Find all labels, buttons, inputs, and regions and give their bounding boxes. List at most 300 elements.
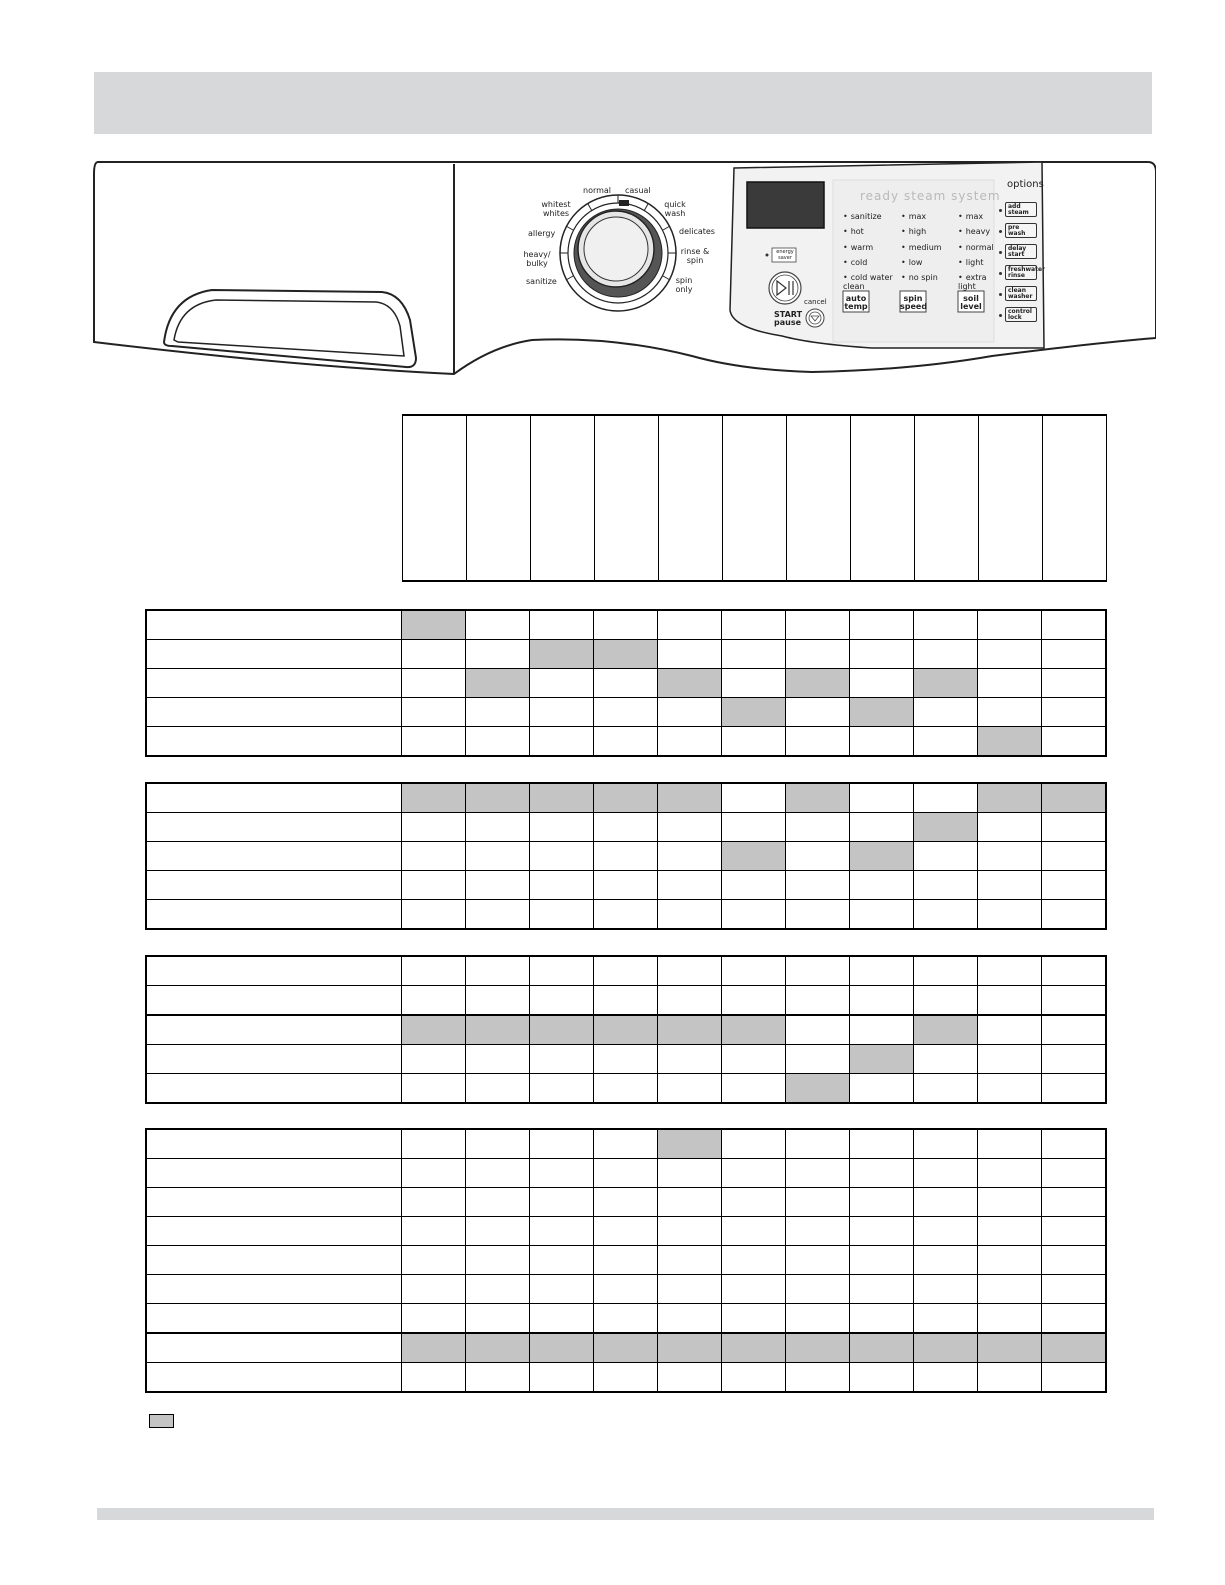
- row-label-cell: [147, 669, 402, 698]
- chart-cell-shaded: [850, 1045, 914, 1074]
- row-label-cell: [147, 900, 402, 929]
- chart-cell: [786, 640, 850, 669]
- row-label-cell: [147, 1188, 402, 1217]
- chart-cell: [786, 1275, 850, 1304]
- control-lock-button[interactable]: control lock: [1005, 307, 1037, 322]
- column-header-6: [723, 415, 787, 581]
- digital-display-screen: [747, 182, 824, 228]
- chart-cell: [722, 1045, 786, 1074]
- start-label: START: [774, 310, 803, 319]
- chart-cell: [658, 842, 722, 871]
- chart-cell: [850, 871, 914, 900]
- chart-cell: [850, 1159, 914, 1188]
- pre-wash-button[interactable]: pre wash: [1005, 223, 1037, 238]
- chart-cell: [402, 1130, 466, 1159]
- chart-cell: [786, 986, 850, 1016]
- chart-row: [147, 640, 1106, 669]
- chart-cell-shaded: [594, 1015, 658, 1045]
- chart-cell: [530, 813, 594, 842]
- chart-cell: [1042, 1363, 1106, 1392]
- chart-cell: [914, 957, 978, 986]
- chart-cell: [594, 698, 658, 727]
- chart-cell: [466, 698, 530, 727]
- chart-cell: [594, 611, 658, 640]
- chart-cell: [594, 957, 658, 986]
- chart-cell-shaded: [914, 813, 978, 842]
- chart-cell: [594, 669, 658, 698]
- chart-cell: [722, 1130, 786, 1159]
- chart-row: [147, 842, 1106, 871]
- row-label-cell: [147, 871, 402, 900]
- chart-cell-shaded: [466, 669, 530, 698]
- chart-cell: [594, 727, 658, 756]
- chart-cell: [466, 1188, 530, 1217]
- chart-cell: [594, 842, 658, 871]
- chart-cell: [530, 1363, 594, 1392]
- add-steam-button[interactable]: add steam: [1005, 202, 1037, 217]
- soil-option-max: • max: [958, 212, 983, 221]
- chart-row: [147, 1304, 1106, 1334]
- cycle-label-normal: normal: [583, 186, 612, 195]
- chart-cell: [1042, 1015, 1106, 1045]
- chart-row: [147, 1217, 1106, 1246]
- chart-cell: [466, 871, 530, 900]
- chart-cell-shaded: [658, 784, 722, 813]
- cycle-label-allergy: allergy: [528, 229, 556, 238]
- chart-cell: [722, 1159, 786, 1188]
- cancel-button[interactable]: [806, 309, 824, 327]
- options-title: options: [1007, 179, 1044, 190]
- chart-cell: [658, 640, 722, 669]
- chart-cell-shaded: [786, 1074, 850, 1103]
- washer-control-panel: [92, 160, 1156, 382]
- chart-cell: [1042, 669, 1106, 698]
- chart-cell: [658, 871, 722, 900]
- chart-cell: [786, 1130, 850, 1159]
- chart-cell: [978, 900, 1042, 929]
- chart-cell: [786, 1304, 850, 1334]
- steam-system-title: ready steam system: [860, 189, 1001, 203]
- chart-row: [147, 1188, 1106, 1217]
- chart-cell: [466, 1246, 530, 1275]
- column-header-3: [531, 415, 595, 581]
- chart-cell: [978, 842, 1042, 871]
- clean-washer-button[interactable]: clean washer: [1005, 286, 1037, 301]
- chart-group-2: [146, 783, 1106, 929]
- row-label-cell: [147, 957, 402, 986]
- freshwater-rinse-button[interactable]: freshwater rinse: [1005, 265, 1037, 280]
- row-label-cell: [147, 784, 402, 813]
- chart-cell: [1042, 1275, 1106, 1304]
- chart-cell: [1042, 986, 1106, 1016]
- chart-cell: [530, 1304, 594, 1334]
- chart-cell: [658, 1074, 722, 1103]
- chart-cell: [914, 1275, 978, 1304]
- chart-cell: [1042, 1217, 1106, 1246]
- chart-cell: [850, 1074, 914, 1103]
- column-header-11: [1043, 415, 1107, 581]
- row-label-cell: [147, 640, 402, 669]
- chart-cell-shaded: [786, 669, 850, 698]
- row-label-cell: [147, 727, 402, 756]
- chart-cell: [850, 1130, 914, 1159]
- chart-cell: [530, 957, 594, 986]
- chart-cell-shaded: [402, 1015, 466, 1045]
- chart-cell: [978, 1275, 1042, 1304]
- soil-option-light: • light: [958, 258, 983, 267]
- cycle-label-sanitize: sanitize: [526, 277, 557, 286]
- chart-row: [147, 669, 1106, 698]
- chart-cell: [466, 1363, 530, 1392]
- chart-row: [147, 1363, 1106, 1392]
- chart-cell: [658, 957, 722, 986]
- chart-cell: [850, 1188, 914, 1217]
- chart-cell-shaded: [658, 1130, 722, 1159]
- chart-cell: [1042, 871, 1106, 900]
- chart-cell: [402, 1074, 466, 1103]
- chart-cell: [1042, 1130, 1106, 1159]
- chart-row: [147, 900, 1106, 929]
- delay-start-button[interactable]: delay start: [1005, 244, 1037, 259]
- chart-cell: [402, 1188, 466, 1217]
- footer-band: [97, 1508, 1154, 1520]
- chart-cell: [722, 1188, 786, 1217]
- energy-saver-label: energy saver: [776, 249, 794, 261]
- row-label-cell: [147, 1159, 402, 1188]
- chart-cell-shaded: [722, 698, 786, 727]
- chart-cell: [722, 1275, 786, 1304]
- chart-cell: [722, 1304, 786, 1334]
- chart-cell: [530, 1217, 594, 1246]
- chart-cell: [978, 611, 1042, 640]
- temp-option-hot: • hot: [843, 227, 864, 236]
- chart-cell: [914, 727, 978, 756]
- chart-cell: [658, 1188, 722, 1217]
- chart-cell: [658, 900, 722, 929]
- chart-cell: [786, 698, 850, 727]
- chart-row: [147, 957, 1106, 986]
- chart-cell: [402, 900, 466, 929]
- temp-option-sanitize: • sanitize: [843, 212, 882, 221]
- chart-cell: [914, 611, 978, 640]
- chart-cell: [722, 1074, 786, 1103]
- chart-cell: [978, 1188, 1042, 1217]
- chart-cell: [594, 1074, 658, 1103]
- chart-cell: [594, 986, 658, 1016]
- chart-cell-shaded: [978, 727, 1042, 756]
- chart-cell-shaded: [722, 1015, 786, 1045]
- chart-row: [147, 727, 1106, 756]
- chart-cell: [978, 669, 1042, 698]
- chart-cell: [786, 900, 850, 929]
- cycle-label-delicates: delicates: [679, 227, 715, 236]
- row-label-cell: [147, 1217, 402, 1246]
- chart-cell: [658, 813, 722, 842]
- chart-cell: [402, 669, 466, 698]
- chart-cell: [786, 842, 850, 871]
- chart-cell: [402, 871, 466, 900]
- chart-cell-shaded: [914, 669, 978, 698]
- column-header-2: [467, 415, 531, 581]
- chart-cell: [722, 1217, 786, 1246]
- row-label-cell: [147, 1246, 402, 1275]
- row-label-cell: [147, 698, 402, 727]
- chart-row: [147, 611, 1106, 640]
- chart-cell: [658, 698, 722, 727]
- spin-speed-label: spin speed: [900, 294, 928, 311]
- chart-cell: [1042, 1246, 1106, 1275]
- chart-cell-shaded: [722, 1333, 786, 1363]
- chart-cell: [722, 871, 786, 900]
- chart-cell: [914, 1304, 978, 1334]
- chart-group-4: [146, 1129, 1106, 1392]
- soil-option-heavy: • heavy: [958, 227, 990, 236]
- chart-cell: [594, 1130, 658, 1159]
- chart-cell: [594, 871, 658, 900]
- chart-cell: [978, 813, 1042, 842]
- chart-cell: [914, 1217, 978, 1246]
- chart-row: [147, 1159, 1106, 1188]
- chart-cell: [594, 1363, 658, 1392]
- chart-cell: [402, 698, 466, 727]
- chart-cell: [658, 1304, 722, 1334]
- spin-option-max: • max: [901, 212, 926, 221]
- chart-cell: [530, 1159, 594, 1188]
- chart-cell: [722, 784, 786, 813]
- chart-cell: [1042, 813, 1106, 842]
- chart-cell: [786, 957, 850, 986]
- chart-cell: [658, 1246, 722, 1275]
- chart-cell: [466, 1130, 530, 1159]
- chart-cell: [594, 1275, 658, 1304]
- cycle-label-casual: casual: [625, 186, 651, 195]
- chart-cell: [530, 669, 594, 698]
- chart-cell: [402, 1246, 466, 1275]
- chart-cell-shaded: [466, 1333, 530, 1363]
- chart-cell: [786, 611, 850, 640]
- row-label-cell: [147, 611, 402, 640]
- chart-cell: [594, 1217, 658, 1246]
- chart-row: [147, 1130, 1106, 1159]
- spin-option-no-spin: • no spin: [901, 273, 938, 282]
- pause-label: pause: [774, 318, 802, 327]
- chart-cell-shaded: [402, 611, 466, 640]
- chart-cell: [530, 1275, 594, 1304]
- chart-cell: [786, 1159, 850, 1188]
- chart-row: [147, 1333, 1106, 1363]
- chart-cell: [466, 1275, 530, 1304]
- chart-cell-shaded: [978, 784, 1042, 813]
- chart-cell: [402, 727, 466, 756]
- row-label-cell: [147, 842, 402, 871]
- chart-cell: [658, 1363, 722, 1392]
- row-label-cell: [147, 1363, 402, 1392]
- chart-cell: [402, 640, 466, 669]
- header-band: [94, 72, 1152, 134]
- chart-cell-shaded: [466, 1015, 530, 1045]
- chart-cell: [722, 611, 786, 640]
- chart-cell: [978, 698, 1042, 727]
- start-pause-button[interactable]: [769, 272, 801, 304]
- chart-cell: [786, 871, 850, 900]
- chart-cell: [594, 1159, 658, 1188]
- chart-cell: [466, 1159, 530, 1188]
- chart-cell: [978, 1015, 1042, 1045]
- chart-cell: [402, 842, 466, 871]
- chart-cell: [786, 1188, 850, 1217]
- chart-cell-shaded: [402, 1333, 466, 1363]
- chart-cell: [530, 1246, 594, 1275]
- chart-cell: [658, 727, 722, 756]
- chart-cell: [978, 1217, 1042, 1246]
- chart-cell-shaded: [914, 1333, 978, 1363]
- chart-cell: [402, 813, 466, 842]
- chart-cell: [402, 1217, 466, 1246]
- chart-cell: [1042, 640, 1106, 669]
- chart-cell-shaded: [850, 698, 914, 727]
- row-label-cell: [147, 1074, 402, 1103]
- chart-cell: [914, 1246, 978, 1275]
- chart-cell: [402, 957, 466, 986]
- soil-option-extra-light: • extra light: [958, 273, 988, 291]
- chart-cell: [978, 871, 1042, 900]
- chart-cell-shaded: [786, 1333, 850, 1363]
- chart-cell: [850, 986, 914, 1016]
- chart-cell: [722, 1363, 786, 1392]
- cycle-column-headers: [402, 414, 1107, 582]
- chart-cell: [850, 1363, 914, 1392]
- chart-cell: [722, 900, 786, 929]
- chart-cell: [786, 813, 850, 842]
- chart-cell: [1042, 1188, 1106, 1217]
- chart-cell: [594, 1246, 658, 1275]
- chart-cell: [530, 698, 594, 727]
- chart-cell: [914, 1159, 978, 1188]
- chart-cell: [594, 1188, 658, 1217]
- chart-cell: [722, 640, 786, 669]
- chart-cell: [594, 1304, 658, 1334]
- chart-cell: [786, 1246, 850, 1275]
- chart-cell: [530, 900, 594, 929]
- chart-group-1: [146, 610, 1106, 756]
- chart-cell: [1042, 1304, 1106, 1334]
- row-label-cell: [147, 813, 402, 842]
- chart-cell: [1042, 727, 1106, 756]
- chart-cell: [594, 1045, 658, 1074]
- chart-cell: [786, 1015, 850, 1045]
- chart-cell: [594, 900, 658, 929]
- cycle-label-heavy-bulky: heavy/ bulky: [523, 250, 551, 268]
- chart-row: [147, 871, 1106, 900]
- chart-cell: [850, 1275, 914, 1304]
- temp-option-warm: • warm: [843, 243, 873, 252]
- legend-swatch: [149, 1414, 174, 1428]
- chart-cell: [1042, 1074, 1106, 1103]
- chart-cell: [914, 842, 978, 871]
- chart-cell: [914, 1130, 978, 1159]
- column-header-4: [595, 415, 659, 581]
- cycle-label-quick-wash: quick wash: [664, 200, 686, 218]
- chart-cell: [786, 1045, 850, 1074]
- row-label-cell: [147, 1045, 402, 1074]
- chart-cell-shaded: [658, 1333, 722, 1363]
- chart-cell: [914, 698, 978, 727]
- chart-cell: [978, 957, 1042, 986]
- soil-level-label: soil level: [960, 294, 982, 311]
- chart-cell: [914, 784, 978, 813]
- chart-cell: [722, 957, 786, 986]
- chart-cell: [978, 640, 1042, 669]
- chart-cell: [466, 957, 530, 986]
- chart-row: [147, 784, 1106, 813]
- chart-cell: [850, 640, 914, 669]
- chart-cell: [530, 1074, 594, 1103]
- chart-cell-shaded: [914, 1015, 978, 1045]
- chart-row: [147, 1045, 1106, 1074]
- chart-cell: [978, 1363, 1042, 1392]
- chart-row: [147, 986, 1106, 1016]
- chart-cell: [850, 727, 914, 756]
- chart-cell: [530, 1188, 594, 1217]
- chart-cell-shaded: [530, 640, 594, 669]
- chart-cell-shaded: [786, 784, 850, 813]
- column-header-9: [915, 415, 979, 581]
- chart-cell: [850, 957, 914, 986]
- chart-cell: [466, 640, 530, 669]
- chart-cell-shaded: [1042, 784, 1106, 813]
- chart-cell: [978, 1130, 1042, 1159]
- chart-cell: [402, 986, 466, 1016]
- row-label-cell: [147, 1275, 402, 1304]
- chart-row: [147, 1246, 1106, 1275]
- chart-cell: [466, 842, 530, 871]
- chart-cell: [914, 1188, 978, 1217]
- chart-cell: [530, 1130, 594, 1159]
- chart-cell: [402, 1304, 466, 1334]
- chart-cell-shaded: [594, 640, 658, 669]
- chart-cell-shaded: [658, 669, 722, 698]
- chart-cell: [850, 1015, 914, 1045]
- auto-temp-label: auto temp: [844, 294, 868, 311]
- chart-cell: [658, 1045, 722, 1074]
- spin-option-low: • low: [901, 258, 922, 267]
- chart-cell: [850, 669, 914, 698]
- chart-cell: [466, 1045, 530, 1074]
- chart-cell-shaded: [850, 1333, 914, 1363]
- chart-cell: [466, 1217, 530, 1246]
- chart-cell: [850, 611, 914, 640]
- column-header-8: [851, 415, 915, 581]
- chart-cell: [402, 1045, 466, 1074]
- row-label-cell: [147, 1333, 402, 1363]
- chart-cell-shaded: [978, 1333, 1042, 1363]
- chart-group-3: [146, 956, 1106, 1103]
- chart-cell: [978, 1159, 1042, 1188]
- cycle-label-whitest-whites: whitest whites: [541, 200, 571, 218]
- chart-cell: [850, 900, 914, 929]
- chart-cell: [658, 1159, 722, 1188]
- chart-cell: [594, 813, 658, 842]
- chart-cell: [402, 1363, 466, 1392]
- chart-row: [147, 1015, 1106, 1045]
- chart-cell: [978, 986, 1042, 1016]
- row-label-cell: [147, 986, 402, 1016]
- chart-cell: [530, 986, 594, 1016]
- temp-option-cold: • cold: [843, 258, 867, 267]
- chart-cell: [466, 1304, 530, 1334]
- chart-cell: [914, 1363, 978, 1392]
- chart-cell: [850, 1246, 914, 1275]
